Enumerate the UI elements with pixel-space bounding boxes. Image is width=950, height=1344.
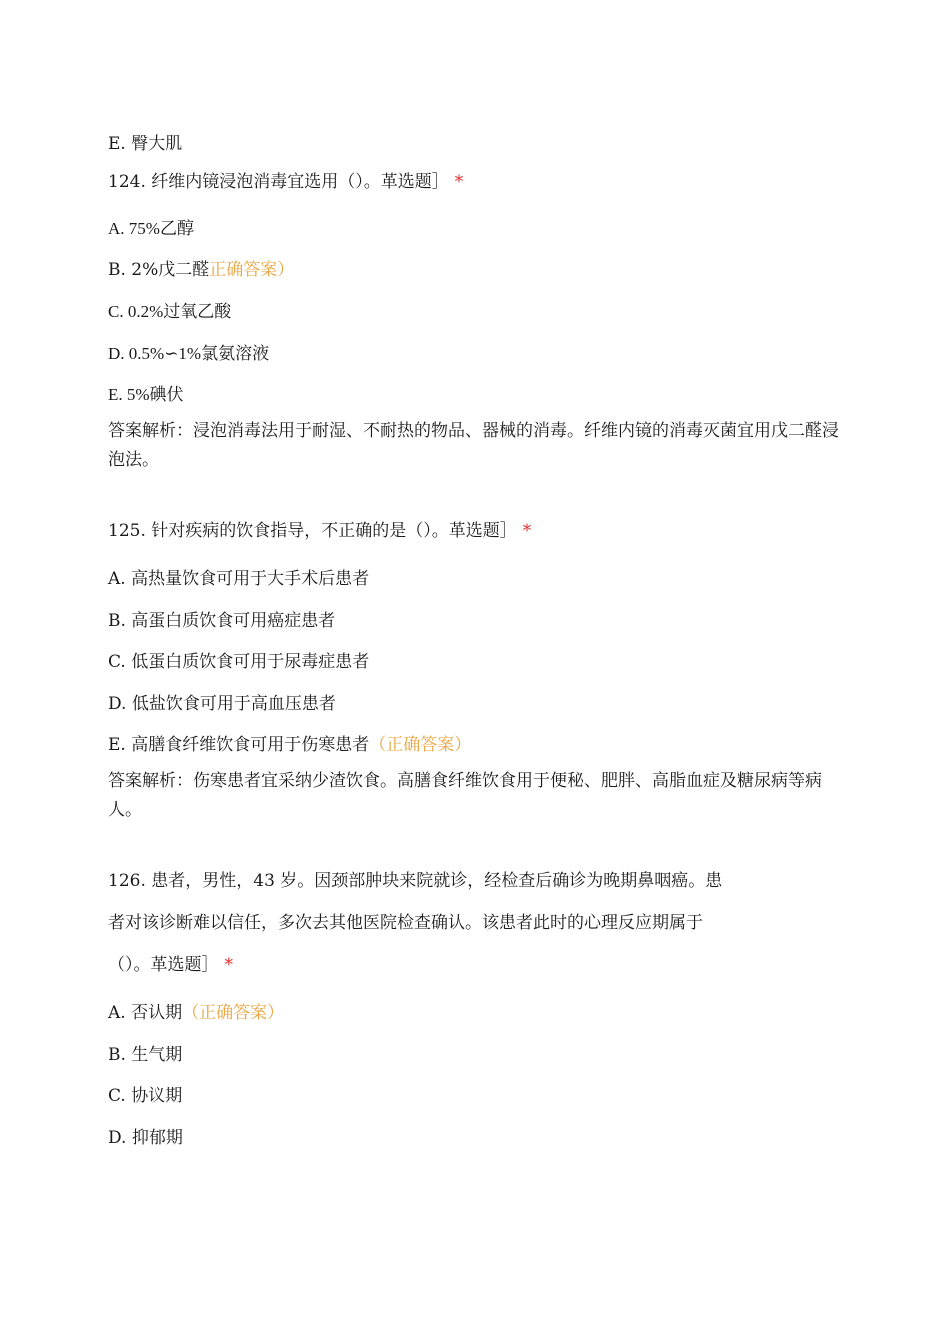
stem-text: （）。革选题］ — [108, 955, 219, 975]
option-text: E. 高膳食纤维饮食可用于伤寒患者 — [108, 735, 370, 755]
option-text: C. 协议期 — [108, 1086, 183, 1106]
question-stem-line-2: 者对该诊断难以信任，多次去其他医院检查确认。该患者此时的心理反应期属于 — [108, 913, 703, 933]
question-stem-line-3 — [108, 953, 233, 977]
option-a — [108, 567, 369, 591]
option-d — [108, 1126, 183, 1150]
option-text: A. 高热量饮食可用于大手术后患者 — [108, 569, 370, 589]
option-c — [108, 300, 231, 324]
option-text: C. 低蛋白质饮食可用于尿毒症患者 — [108, 652, 370, 672]
stem-text: 125. 针对疾病的饮食指导，不正确的是（）。革选题］ — [108, 521, 517, 541]
correct-answer-mark: （正确答案） — [369, 735, 472, 755]
option-c — [108, 650, 369, 674]
required-mark: * — [454, 172, 464, 192]
option-b — [108, 258, 294, 282]
option-text: B. 2%戊二醛 — [108, 260, 210, 280]
option-text: D. 0.5%∽1%氯氨溶液 — [108, 344, 270, 363]
required-mark: * — [522, 521, 532, 541]
question-stem — [108, 170, 463, 194]
previous-option: E. 臀大肌 — [108, 134, 183, 154]
option-b — [108, 1043, 182, 1067]
option-a — [108, 217, 194, 241]
option-a — [108, 1001, 284, 1025]
option-e — [108, 733, 471, 757]
option-text: D. 抑郁期 — [108, 1128, 183, 1148]
option-text: D. 低盐饮食可用于高血压患者 — [108, 694, 336, 714]
question-stem — [108, 519, 531, 543]
question-stem-line-1: 126. 患者，男性，43 岁。因颈部肿块来院就诊，经检查后确诊为晚期鼻咽癌。患 — [108, 871, 723, 891]
option-text: A. 75%乙醇 — [108, 219, 194, 238]
stem-text: 124. 纤维内镜浸泡消毒宜选用（）。革选题］ — [108, 172, 449, 192]
option-e — [108, 383, 184, 407]
option-text: E. 5%碘伏 — [108, 385, 184, 404]
correct-answer-mark: （正确答案） — [182, 1003, 285, 1023]
answer-explanation: 答案解析：伤寒患者宜采纳少渣饮食。高膳食纤维饮食用于便秘、肥胖、高脂血症及糖尿病等病人。 — [108, 771, 822, 820]
option-b — [108, 609, 335, 633]
option-text: A. 否认期 — [108, 1003, 183, 1023]
option-text: B. 高蛋白质饮食可用癌症患者 — [108, 611, 336, 631]
option-text: B. 生气期 — [108, 1045, 183, 1065]
answer-explanation: 答案解析：浸泡消毒法用于耐湿、不耐热的物品、器械的消毒。纤维内镜的消毒灭菌宜用戊二醛浸泡法。 — [108, 421, 839, 470]
option-text: C. 0.2%过氧乙酸 — [108, 302, 232, 321]
option-c — [108, 1084, 182, 1108]
required-mark: * — [224, 955, 233, 975]
correct-answer-mark: 正确答案） — [209, 260, 295, 280]
option-d — [108, 692, 336, 716]
option-d — [108, 342, 269, 366]
